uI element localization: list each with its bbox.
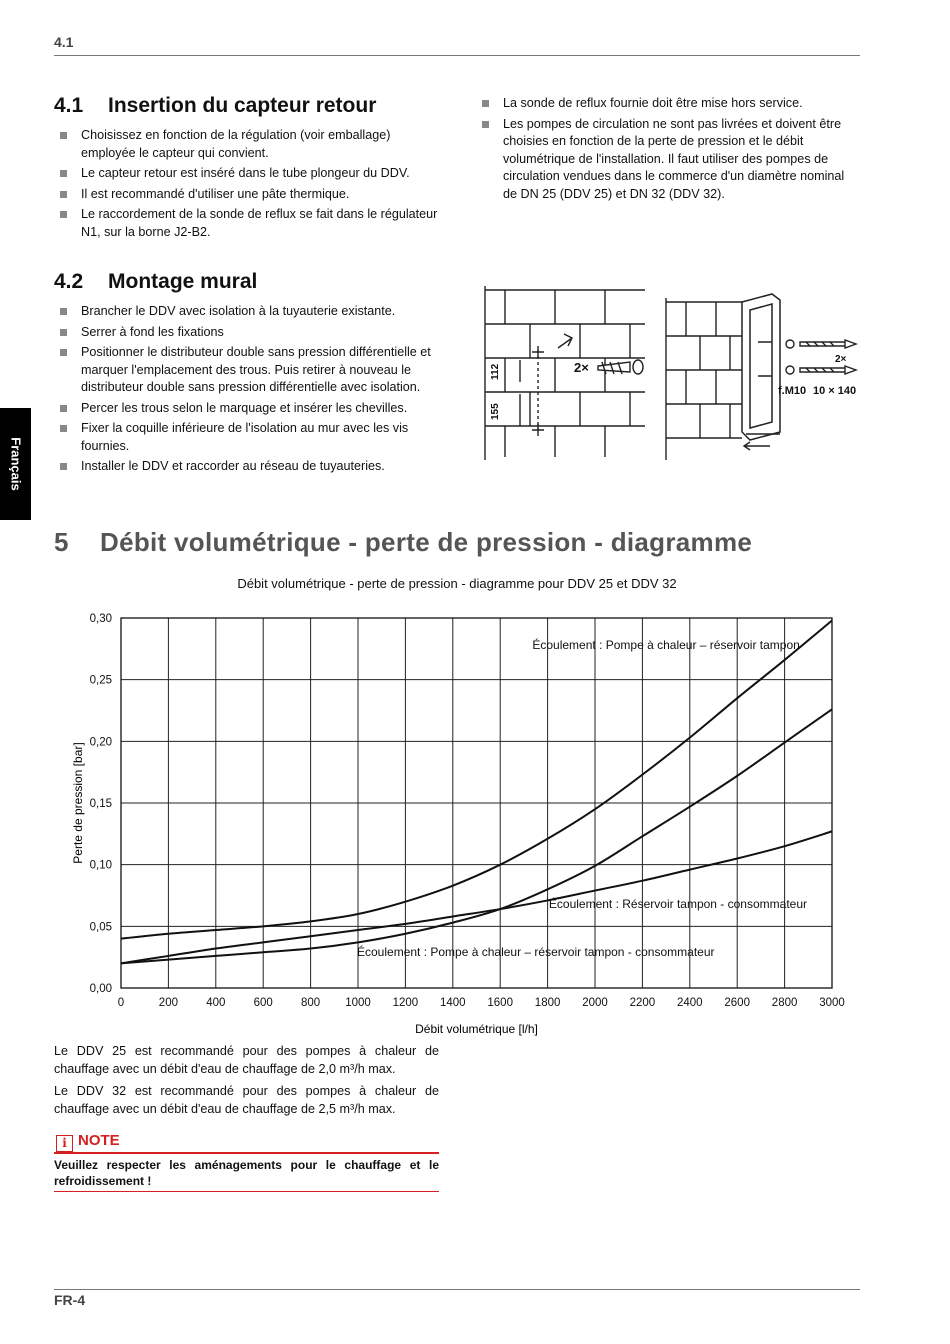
chart-title: Débit volumétrique - perte de pression - diagramme pour DDV 25 et DDV 32 (237, 576, 677, 591)
y-tick-label: 0,30 (89, 613, 112, 625)
header-rule (54, 55, 860, 56)
y-tick-label: 0,00 (89, 983, 112, 995)
x-tick-label: 800 (301, 997, 321, 1009)
x-axis-ticks (118, 997, 845, 1009)
language-tab (0, 408, 31, 520)
chart-grid (121, 618, 832, 988)
list-item: Choisissez en fonction de la régulation (voir emballage) employée le capteur qui convient. (54, 127, 439, 162)
section-4-1-heading (54, 94, 376, 118)
quantity-label-right: 2× (835, 354, 847, 365)
section-5-title: Débit volumétrique - perte de pression - diagramme (100, 527, 753, 557)
y-tick-label: 0,05 (89, 921, 112, 934)
list-item: Positionner le distributeur double sans pression différentielle et marquer l'emplacement des trous. Puis retirer à nouveau le distributeur double sans pression différentielle avec isolation. (54, 344, 439, 397)
note-title: NOTE (78, 1132, 120, 1149)
list-item: Le raccordement de la sonde de reflux se fait dans le régulateur N1, sur la borne J2-B2. (54, 206, 439, 241)
list-item: Il est recommandé d'utiliser une pâte thermique. (54, 186, 439, 204)
section-5-number: 5 (54, 527, 69, 557)
y-tick-label: 0,25 (89, 674, 112, 687)
y-axis-ticks (90, 613, 112, 995)
screw-size-label: 10 × 140 (813, 385, 857, 397)
section-5-heading (54, 527, 752, 558)
info-icon: i (56, 1135, 73, 1152)
section-4-2-heading (54, 270, 257, 294)
x-tick-label: 2400 (677, 997, 703, 1009)
paragraph-ddv32: Le DDV 32 est recommandé pour des pompes à chaleur de chauffage avec un débit d'eau de chauffage de 2,5 m³/h max. (54, 1084, 439, 1116)
list-item: Fixer la coquille inférieure de l'isolation au mur avec les vis fournies. (54, 420, 439, 455)
series-annotation-2: Écoulement : Réservoir tampon - consommateur (548, 896, 808, 911)
series-annotation-1: Écoulement : Pompe à chaleur – réservoir tampon (532, 637, 800, 652)
note-box (54, 1132, 439, 1192)
note-text: Veuillez respecter les aménagements pour le chauffage et le refroidissement ! (54, 1154, 439, 1192)
section-4-1-number: 4.1 (54, 94, 84, 117)
chart-annotations (357, 637, 807, 959)
footer-page-number: FR-4 (54, 1292, 86, 1308)
x-tick-label: 1200 (392, 997, 419, 1009)
distributor-housing-icon (742, 294, 780, 440)
header-section-number: 4.1 (54, 34, 74, 50)
note-header (54, 1132, 439, 1154)
x-tick-label: 400 (206, 997, 226, 1009)
y-tick-label: 0,10 (89, 859, 112, 872)
wall-mounting-illustration (480, 282, 870, 462)
y-axis-label: Perte de pression [bar] (71, 742, 85, 864)
x-tick-label: 2200 (629, 997, 656, 1009)
y-tick-label: 0,20 (89, 736, 112, 749)
x-tick-label: 1800 (534, 997, 561, 1009)
list-item: Les pompes de circulation ne sont pas livrées et doivent être choisies en fonction de la perte de pression et le débit volumétrique de l'installation. Il faut utiliser des pompes de circulation vendues dans le commerce d'un diamètre nominal de DN 25 (DDV 25) et DN 32 (DDV 32). (476, 116, 860, 204)
x-tick-label: 1000 (345, 997, 371, 1009)
brick-wall-right (666, 298, 742, 460)
x-tick-label: 2000 (582, 997, 608, 1009)
chart-series (121, 620, 832, 963)
section-4-1-title: Insertion du capteur retour (108, 94, 377, 117)
dimension-label-112: 112 (490, 363, 501, 380)
dowel-size-label: f.M10 (778, 385, 807, 397)
pressure-loss-chart (0, 595, 950, 1045)
section-4-1-list (54, 127, 439, 244)
x-tick-label: 1600 (487, 997, 513, 1009)
series-annotation-3: Écoulement : Pompe à chaleur – réservoir tampon - consommateur (357, 944, 715, 959)
list-item: La sonde de reflux fournie doit être mise hors service. (476, 95, 860, 113)
section-4-2-number: 4.2 (54, 270, 84, 293)
list-item: Brancher le DDV avec isolation à la tuyauterie existante. (54, 303, 439, 321)
x-axis-label: Débit volumétrique [l/h] (415, 1022, 538, 1036)
quantity-label-left: 2× (574, 360, 589, 375)
x-tick-label: 3000 (819, 997, 845, 1009)
x-tick-label: 2800 (771, 997, 798, 1009)
y-tick-label: 0,15 (89, 798, 112, 810)
x-tick-label: 200 (158, 997, 178, 1009)
series-line-3 (121, 709, 832, 963)
x-tick-label: 1400 (440, 997, 466, 1009)
section-4-1-list-right (476, 95, 860, 206)
paragraph-ddv25: Le DDV 25 est recommandé pour des pompes à chaleur de chauffage avec un débit d'eau de chauffage de 2,0 m³/h max. (54, 1044, 439, 1076)
x-tick-label: 600 (253, 997, 273, 1009)
footer-rule (54, 1289, 860, 1290)
language-tab-label: Français (8, 437, 23, 491)
series-line-1 (121, 620, 832, 938)
x-tick-label: 0 (117, 997, 125, 1009)
list-item: Installer le DDV et raccorder au réseau de tuyauteries. (54, 458, 439, 476)
section-4-2-title: Montage mural (108, 270, 258, 293)
dimension-label-155: 155 (490, 403, 501, 420)
x-tick-label: 2600 (724, 997, 750, 1009)
list-item: Serrer à fond les fixations (54, 324, 439, 342)
list-item: Le capteur retour est inséré dans le tube plongeur du DDV. (54, 165, 439, 183)
list-item: Percer les trous selon le marquage et insérer les chevilles. (54, 400, 439, 418)
section-4-2-list (54, 303, 439, 479)
